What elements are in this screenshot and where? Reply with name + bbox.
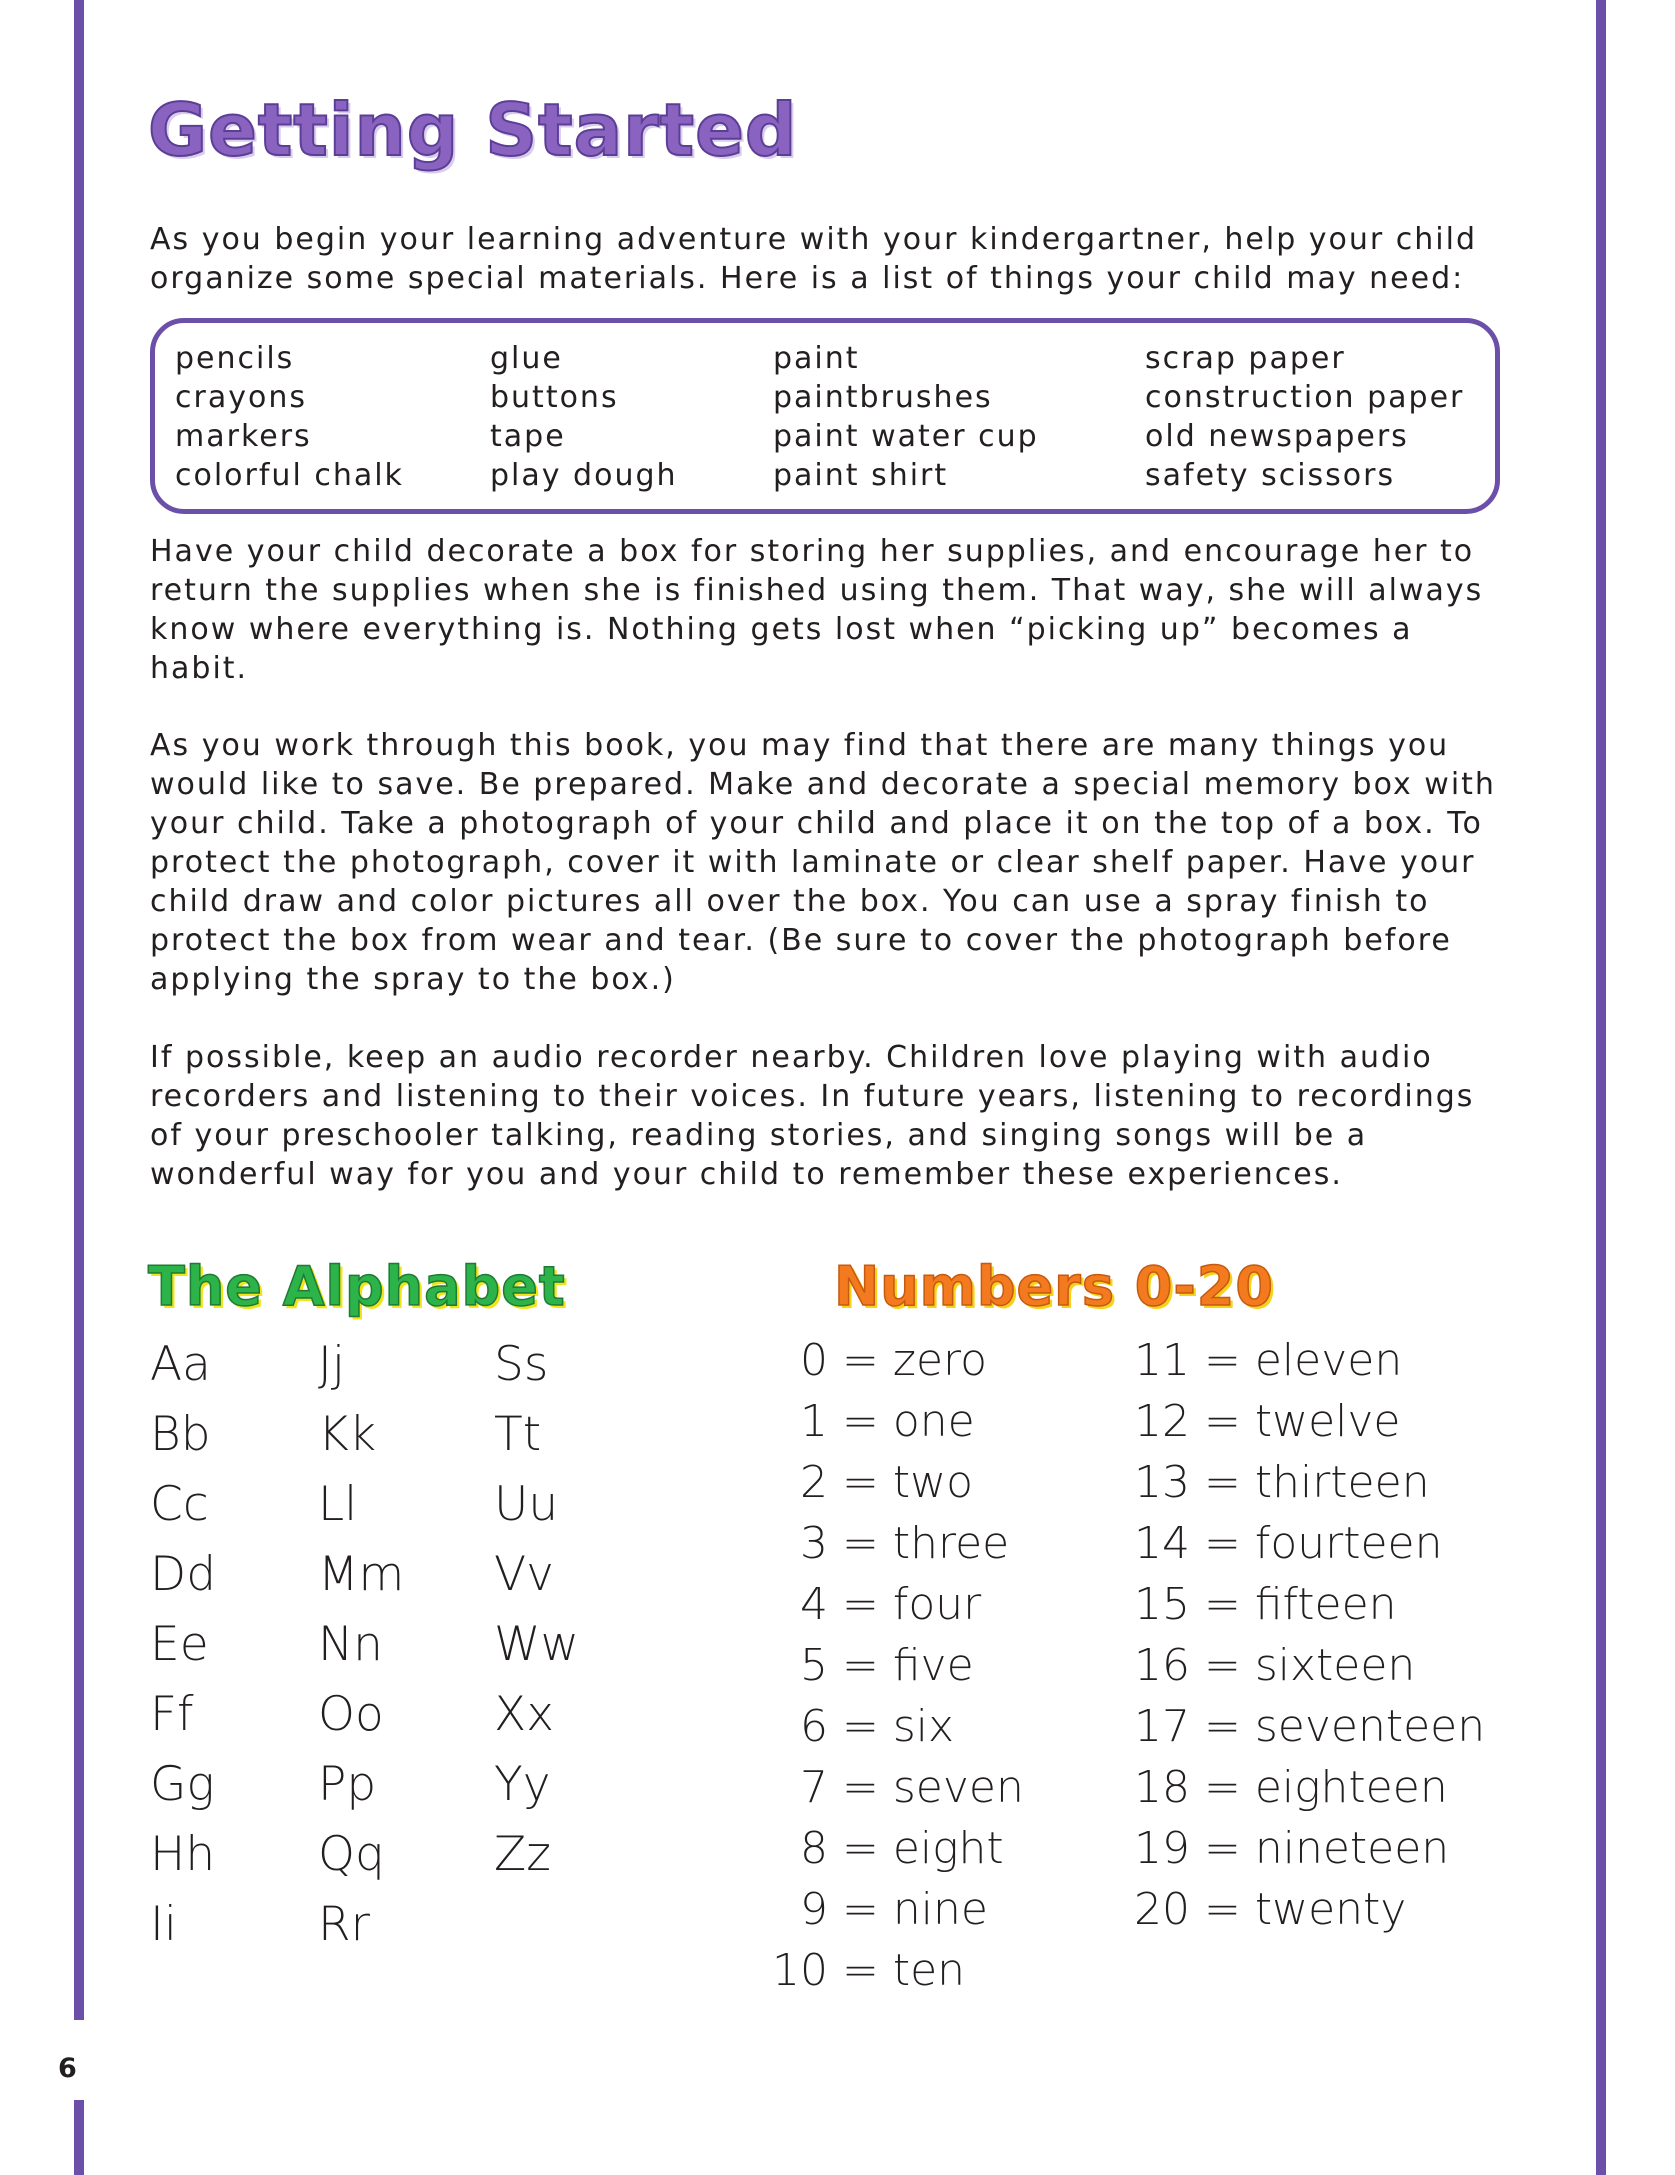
- supplies-column-4: [1145, 339, 1464, 495]
- number-digit: 12: [1134, 1396, 1190, 1447]
- letter-pair: Rr: [318, 1897, 370, 1952]
- right-border-bar: [1596, 0, 1606, 2175]
- letter-pair: Yy: [494, 1757, 551, 1812]
- number-word: thirteen: [1254, 1457, 1430, 1508]
- number-entry: 2 = two: [770, 1452, 1060, 1513]
- number-entry: 1 = one: [770, 1391, 1060, 1452]
- alphabet-column-2: [318, 1330, 404, 1960]
- number-word: eight: [892, 1823, 1004, 1874]
- number-word: eleven: [1254, 1335, 1403, 1386]
- numbers-column-1: [770, 1330, 1060, 2001]
- number-digit: 20: [1134, 1884, 1190, 1935]
- number-word: zero: [892, 1335, 988, 1386]
- number-word: eighteen: [1254, 1762, 1448, 1813]
- number-entry: 7 = seven: [770, 1757, 1060, 1818]
- letter-pair: Ff: [150, 1687, 194, 1742]
- letter-pair: Cc: [150, 1477, 209, 1532]
- number-digit: 3: [800, 1518, 828, 1569]
- letter-pair: Pp: [318, 1757, 377, 1812]
- supply-item: paintbrushes: [773, 380, 993, 415]
- number-entry: 3 = three: [770, 1513, 1060, 1574]
- supply-item: safety scissors: [1145, 458, 1396, 493]
- letter-pair: Mm: [318, 1547, 405, 1602]
- supply-item: buttons: [490, 380, 619, 415]
- letter-pair: Qq: [318, 1827, 385, 1882]
- number-digit: 0: [800, 1335, 828, 1386]
- letter-pair: Ii: [150, 1897, 177, 1952]
- supply-item: construction paper: [1145, 380, 1465, 415]
- number-entry: 18 = eighteen: [1132, 1757, 1532, 1818]
- letter-pair: Vv: [494, 1547, 554, 1602]
- number-word: five: [892, 1640, 974, 1691]
- supply-item: play dough: [490, 458, 678, 493]
- number-entry: 6 = six: [770, 1696, 1060, 1757]
- number-entry: 14 = fourteen: [1132, 1513, 1532, 1574]
- number-entry: 5 = five: [770, 1635, 1060, 1696]
- number-entry: 19 = nineteen: [1132, 1818, 1532, 1879]
- page-number: 6: [58, 2053, 77, 2084]
- number-entry: 17 = seventeen: [1132, 1696, 1532, 1757]
- number-digit: 19: [1134, 1823, 1190, 1874]
- paragraph-supplies-box: Have your child decorate a box for storing her supplies, and encourage her to return the supplies when she is finished using them. That way, she will always know where everything is. Nothing gets lost when “picking up” becomes a habit.: [150, 534, 1484, 686]
- number-digit: 8: [800, 1823, 828, 1874]
- number-word: seven: [892, 1762, 1024, 1813]
- numbers-heading: Numbers 0-20: [834, 1255, 1274, 1318]
- number-digit: 2: [800, 1457, 828, 1508]
- supply-item: scrap paper: [1145, 341, 1346, 376]
- number-digit: 14: [1134, 1518, 1190, 1569]
- number-word: three: [892, 1518, 1010, 1569]
- number-digit: 13: [1134, 1457, 1190, 1508]
- number-word: six: [892, 1701, 955, 1752]
- left-border-bar-top: [74, 0, 84, 2020]
- number-word: fifteen: [1254, 1579, 1397, 1630]
- number-digit: 4: [800, 1579, 828, 1630]
- letter-pair: Bb: [150, 1407, 211, 1462]
- number-digit: 7: [800, 1762, 828, 1813]
- number-word: sixteen: [1254, 1640, 1416, 1691]
- number-digit: 1: [800, 1396, 828, 1447]
- number-digit: 6: [800, 1701, 828, 1752]
- left-border-bar-bottom: [74, 2100, 84, 2175]
- paragraph-audio-recorder: If possible, keep an audio recorder nearby. Children love playing with audio recorders and listening to their voices. In future years, listening to recordings of your preschooler talking, reading stories, and singing songs will be a wonderful way for you and your child to remember these experiences.: [150, 1040, 1475, 1192]
- letter-pair: Tt: [494, 1407, 542, 1462]
- letter-pair: Hh: [150, 1827, 216, 1882]
- number-entry: 16 = sixteen: [1132, 1635, 1532, 1696]
- supply-item: paint shirt: [773, 458, 949, 493]
- number-word: two: [892, 1457, 974, 1508]
- number-digit: 15: [1134, 1579, 1190, 1630]
- supply-item: markers: [175, 419, 312, 454]
- number-word: nine: [892, 1884, 988, 1935]
- number-digit: 11: [1134, 1335, 1190, 1386]
- letter-pair: Uu: [494, 1477, 559, 1532]
- supplies-column-2: [490, 339, 678, 495]
- letter-pair: Jj: [318, 1337, 345, 1392]
- supplies-column-1: [175, 339, 404, 495]
- number-word: fourteen: [1254, 1518, 1443, 1569]
- letter-pair: Ww: [494, 1617, 579, 1672]
- number-entry: 15 = fifteen: [1132, 1574, 1532, 1635]
- supply-item: tape: [490, 419, 566, 454]
- number-word: nineteen: [1254, 1823, 1450, 1874]
- number-entry: 10 = ten: [770, 1940, 1060, 2001]
- alphabet-column-1: [150, 1330, 216, 1960]
- number-word: twelve: [1254, 1396, 1401, 1447]
- number-entry: 12 = twelve: [1132, 1391, 1532, 1452]
- supply-item: crayons: [175, 380, 307, 415]
- intro-paragraph: As you begin your learning adventure with your kindergartner, help your child organize some special materials. Here is a list of things your child may need:: [150, 222, 1477, 296]
- number-entry: 13 = thirteen: [1132, 1452, 1532, 1513]
- supplies-column-3: [773, 339, 1039, 495]
- supply-item: colorful chalk: [175, 458, 404, 493]
- alphabet-column-3: [494, 1330, 579, 1890]
- supply-item: paint: [773, 341, 860, 376]
- supply-item: glue: [490, 341, 563, 376]
- letter-pair: Nn: [318, 1617, 383, 1672]
- paragraph-memory-box: As you work through this book, you may find that there are many things you would like to save. Be prepared. Make and decorate a special memory box with your child. Take a photograph of your child and place it on the top of a box. To protect the photograph, cover it with laminate or clear shelf paper. Have your child draw and color pictures all over the box. You can use a spray finish to protect the box from wear and tear. (Be sure to cover the photograph before applying the spray to the box.): [150, 728, 1496, 997]
- letter-pair: Dd: [150, 1547, 217, 1602]
- letter-pair: Kk: [318, 1407, 377, 1462]
- number-digit: 9: [800, 1884, 828, 1935]
- number-word: one: [892, 1396, 975, 1447]
- letter-pair: Ee: [150, 1617, 209, 1672]
- letter-pair: Aa: [150, 1337, 211, 1392]
- number-entry: 0 = zero: [770, 1330, 1060, 1391]
- number-digit: 16: [1134, 1640, 1190, 1691]
- number-entry: 4 = four: [770, 1574, 1060, 1635]
- number-entry: 20 = twenty: [1132, 1879, 1532, 1940]
- letter-pair: Ss: [494, 1337, 549, 1392]
- number-word: ten: [892, 1945, 966, 1996]
- number-entry: 11 = eleven: [1132, 1330, 1532, 1391]
- letter-pair: Zz: [494, 1827, 551, 1882]
- page-title: Getting Started: [148, 88, 798, 172]
- number-digit: 10: [772, 1945, 828, 1996]
- number-word: seventeen: [1254, 1701, 1486, 1752]
- number-digit: 5: [800, 1640, 828, 1691]
- number-word: twenty: [1254, 1884, 1407, 1935]
- number-digit: 17: [1134, 1701, 1190, 1752]
- letter-pair: Oo: [318, 1687, 384, 1742]
- supply-item: old newspapers: [1145, 419, 1409, 454]
- number-entry: 8 = eight: [770, 1818, 1060, 1879]
- supply-item: pencils: [175, 341, 295, 376]
- supply-item: paint water cup: [773, 419, 1039, 454]
- alphabet-heading: The Alphabet: [148, 1255, 566, 1318]
- number-entry: 9 = nine: [770, 1879, 1060, 1940]
- letter-pair: Gg: [150, 1757, 215, 1812]
- letter-pair: Xx: [494, 1687, 555, 1742]
- numbers-column-2: [1132, 1330, 1532, 1940]
- letter-pair: Ll: [318, 1477, 358, 1532]
- number-digit: 18: [1134, 1762, 1190, 1813]
- number-word: four: [892, 1579, 982, 1630]
- supplies-box: [150, 318, 1500, 514]
